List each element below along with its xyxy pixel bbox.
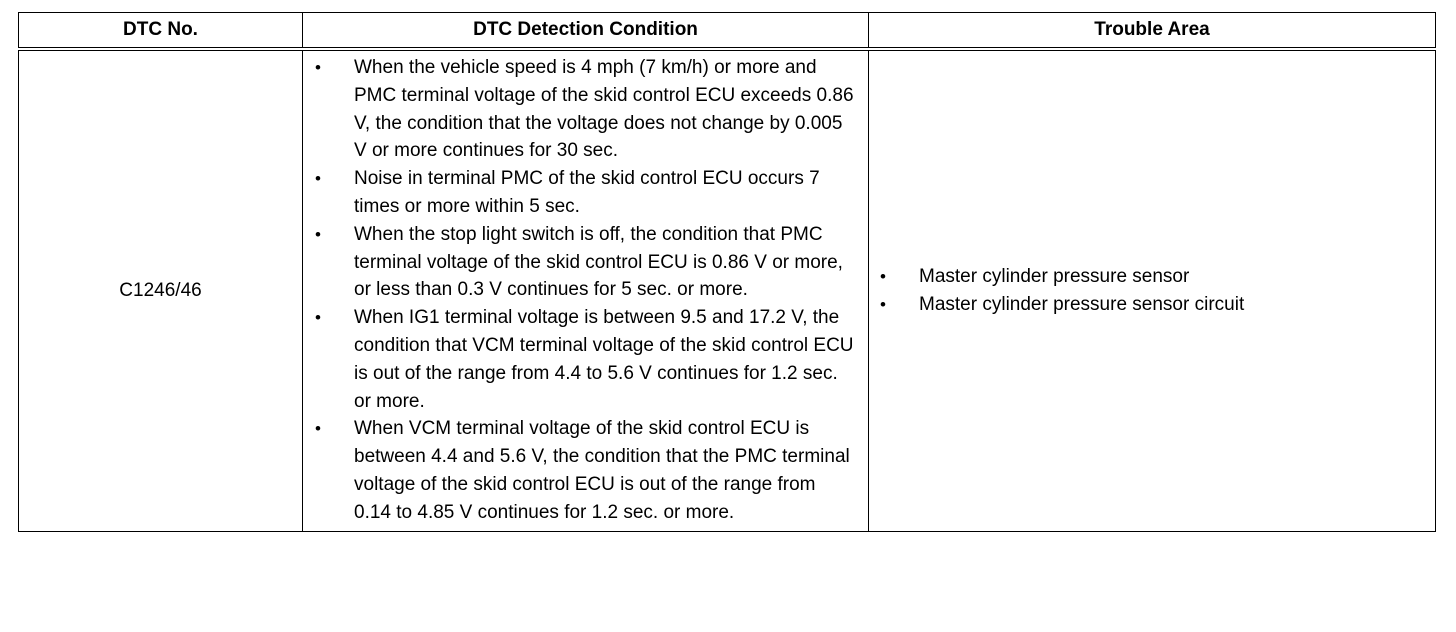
bullet-icon: •	[315, 224, 321, 244]
condition-text: When the vehicle speed is 4 mph (7 km/h) or more and PMC terminal voltage of the skid control ECU exceeds 0.86 V, the condition that the voltage does not change by 0.005 V or more continues for 30 sec.	[354, 57, 854, 162]
list-item	[303, 54, 868, 165]
bullet-icon: •	[315, 308, 321, 328]
bullet-icon: •	[315, 58, 321, 77]
condition-text: When the stop light switch is off, the condition that PMC terminal voltage of the skid control ECU is 0.86 V or more, or less than 0.3 V continues for 5 sec. or more.	[354, 223, 843, 301]
dtc-table	[18, 12, 1436, 532]
detection-condition-cell	[303, 49, 869, 531]
header-dtc-no: DTC No.	[19, 13, 303, 50]
condition-text: Noise in terminal PMC of the skid control ECU occurs 7 times or more within 5 sec.	[354, 168, 820, 217]
trouble-area-cell	[869, 49, 1436, 531]
list-item	[303, 415, 868, 526]
list-item	[303, 304, 868, 415]
header-trouble-area: Trouble Area	[869, 13, 1436, 50]
header-detection-condition: DTC Detection Condition	[303, 13, 869, 50]
condition-text: When IG1 terminal voltage is between 9.5 and 17.2 V, the condition that VCM terminal voltage of the skid control ECU is out of the range from 4.4 to 5.6 V continues for 1.2 sec. or more.	[354, 307, 854, 412]
condition-list	[303, 54, 868, 527]
bullet-icon: •	[880, 266, 886, 286]
bullet-icon: •	[880, 294, 886, 314]
list-item	[869, 291, 1435, 319]
bullet-icon: •	[315, 169, 321, 189]
table-row	[19, 49, 1436, 531]
list-item	[303, 221, 868, 304]
table-header-row	[19, 13, 1436, 50]
bullet-icon: •	[315, 419, 321, 439]
list-item	[869, 263, 1435, 291]
condition-text: When VCM terminal voltage of the skid control ECU is between 4.4 and 5.6 V, the condition that the PMC terminal voltage of the skid control ECU is out of the range from 0.14 to 4.85 V continues for 1.2 sec. or more.	[354, 418, 850, 523]
dtc-code: C1246/46	[119, 279, 202, 301]
list-item	[303, 165, 868, 221]
trouble-area-list	[869, 263, 1435, 319]
dtc-code-cell	[19, 49, 303, 531]
trouble-area-text: Master cylinder pressure sensor	[919, 265, 1190, 287]
trouble-area-text: Master cylinder pressure sensor circuit	[919, 293, 1245, 315]
